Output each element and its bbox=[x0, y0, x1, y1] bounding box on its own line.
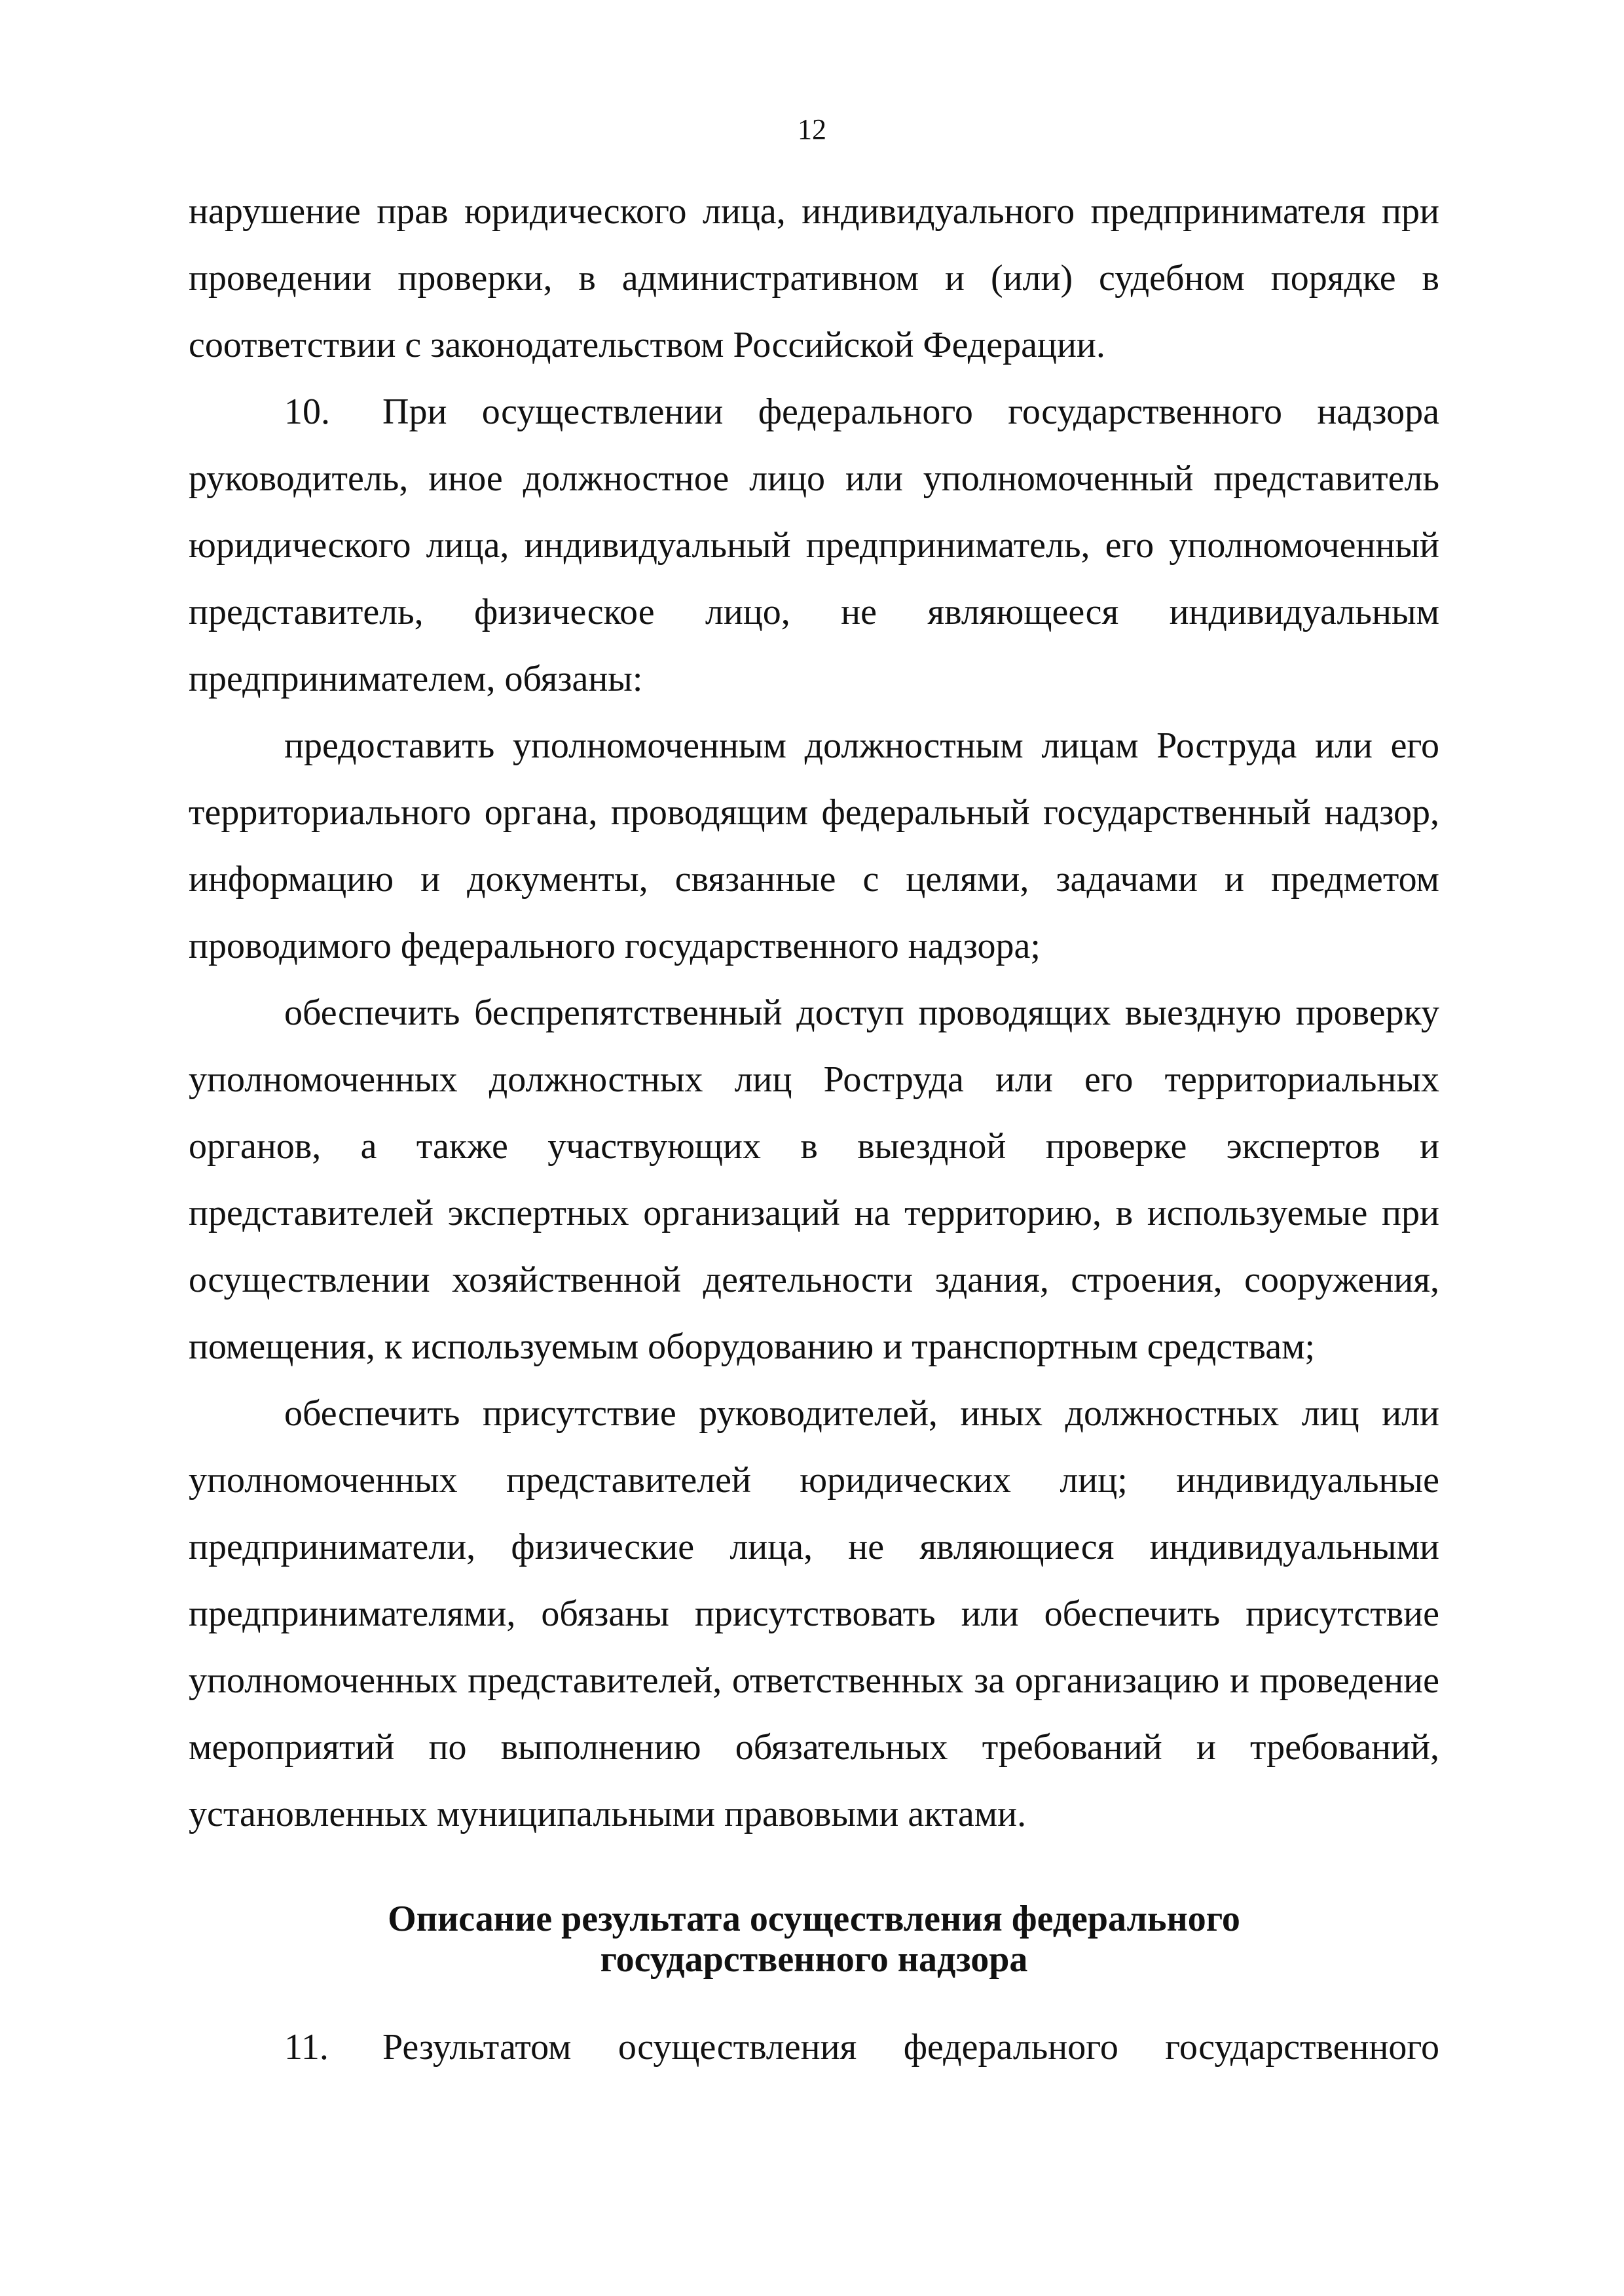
paragraph-ensure-access: обеспечить беспрепятственный доступ проводящих выездную проверку уполномоченных должностных лиц Роструда или его территориальных органов, а также участвующих в выездной проверке экспертов и представителей экспертных организаций на территорию, в используемые при осуществлении хозяйственной деятельности здания, строения, сооружения, помещения, к используемым оборудованию и транспортным средствам; bbox=[189, 993, 1439, 1367]
page-number: 12 bbox=[798, 113, 826, 145]
document-body bbox=[189, 178, 1439, 2081]
section-heading bbox=[189, 1899, 1439, 1980]
paragraph-10 bbox=[189, 378, 1439, 712]
paragraph-11 bbox=[189, 2014, 1439, 2081]
paragraph-10-number: 10. bbox=[284, 392, 330, 432]
paragraph-provide-documents: предоставить уполномоченным должностным лицам Роструда или его территориального органа, проводящим федеральный государственный надзор, информацию и документы, связанные с целями, задачами и предметом проводимого федерального государственного надзора; bbox=[189, 725, 1439, 966]
section-heading-line-2: государственного надзора bbox=[600, 1939, 1028, 1980]
paragraph-11-text: Результатом осуществления федерального государственного bbox=[382, 2027, 1439, 2068]
section-heading-line-1: Описание результата осуществления федерального bbox=[388, 1899, 1240, 1939]
paragraph-10-text: При осуществлении федерального государственного надзора руководитель, иное должностное лицо или уполномоченный представитель юридического лица, индивидуальный предприниматель, его уполномоченный представитель, физическое лицо, не являющееся индивидуальным предпринимателем, обязаны: bbox=[189, 392, 1439, 699]
paragraph-ensure-presence: обеспечить присутствие руководителей, иных должностных лиц или уполномоченных представителей юридических лиц; индивидуальные предприниматели, физические лица, не являющиеся индивидуальными предпринимателями, обязаны присутствовать или обеспечить присутствие уполномоченных представителей, ответственных за организацию и проведение мероприятий по выполнению обязательных требований и требований, установленных муниципальными правовыми актами. bbox=[189, 1393, 1439, 1834]
paragraph-continuation: нарушение прав юридического лица, индивидуального предпринимателя при проведении проверки, в административном и (или) судебном порядке в соответствии с законодательством Российской Федерации. bbox=[189, 191, 1439, 365]
paragraph-11-number: 11. bbox=[284, 2027, 329, 2068]
